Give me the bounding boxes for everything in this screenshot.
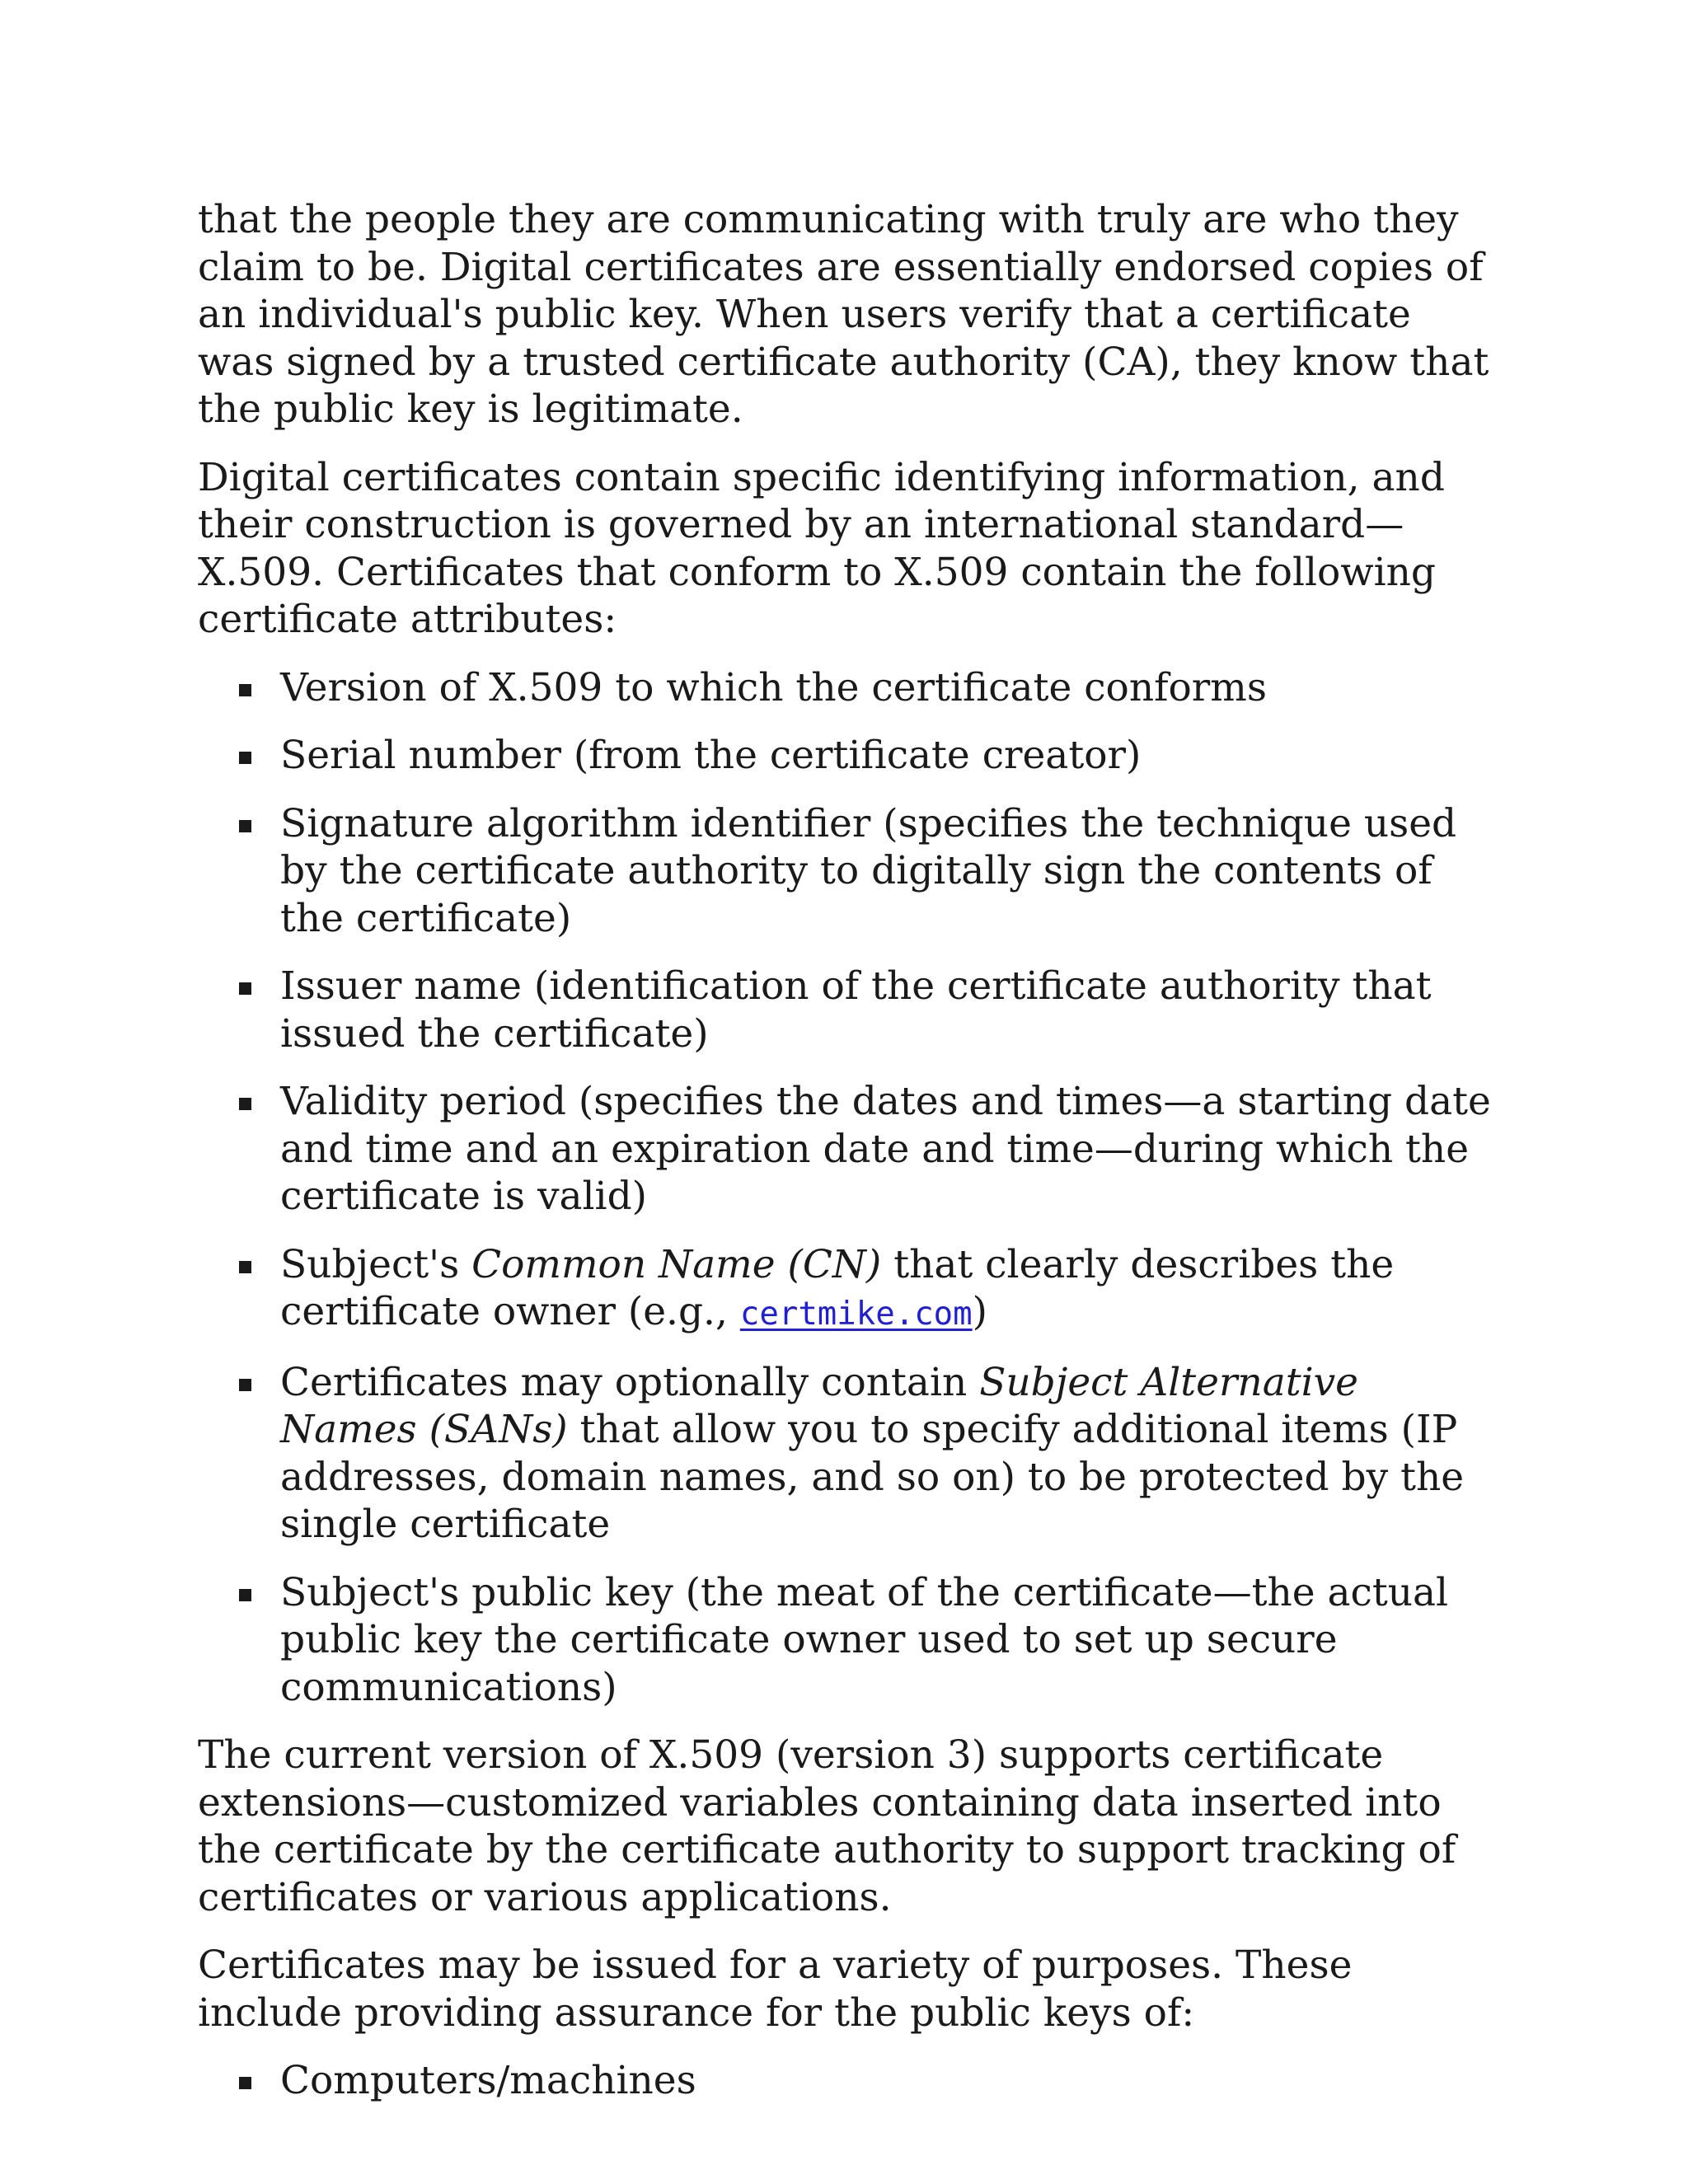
cn-prefix: Subject's xyxy=(280,1241,472,1287)
list-item: Serial number (from the certificate creator) xyxy=(198,732,1496,780)
paragraph-version3: The current version of X.509 (version 3) supports certificate extensions—customized variables containing data inserted into the certificate by the certificate authority to support tracking of certificates or various applications. xyxy=(198,1732,1456,1920)
list-item: Version of X.509 to which the certificate conforms xyxy=(198,664,1496,712)
san-prefix: Certificates may optionally contain xyxy=(280,1359,980,1405)
san-term: Subject Alternative Names (SANs) xyxy=(280,1359,1358,1452)
paragraph-x509: Digital certificates contain specific identifying information, and their construction is governed by an international standard—X.509. Certificates that conform to X.509 contain the following certificate attributes: xyxy=(198,454,1445,642)
list-item: Signature algorithm identifier (specifies the technique used by the certificate authority to digitally sign the contents of the certificate) xyxy=(198,800,1496,943)
list-item: Computers/machines xyxy=(198,2057,1496,2105)
list-item: Issuer name (identification of the certificate authority that issued the certificate) xyxy=(198,963,1496,1057)
cn-suffix: ) xyxy=(972,1289,987,1334)
list-item: Validity period (specifies the dates and times—a starting date and time and an expiration date and time—during which the certificate is valid) xyxy=(198,1078,1496,1221)
list-item xyxy=(198,1241,1496,1338)
paragraph-intro: that the people they are communicating with truly are who they claim to be. Digital certificates are essentially endorsed copies of an individual's public key. When users verify that a certificate was signed by a trusted certificate authority (CA), they know that the public key is legitimate. xyxy=(198,197,1489,432)
document-page xyxy=(198,196,1496,2125)
certificate-attributes-list xyxy=(198,664,1496,1712)
san-suffix: that allow you to specify additional items (IP addresses, domain names, and so on) to be protected by the single certificate xyxy=(280,1407,1465,1547)
certmike-link[interactable]: certmike.com xyxy=(739,1296,973,1333)
cn-middle: that clearly describes the certificate owner (e.g., xyxy=(280,1241,1395,1334)
list-item: Subject's public key (the meat of the certificate—the actual public key the certificate owner used to set up secure communications) xyxy=(198,1569,1496,1712)
paragraph-purposes: Certificates may be issued for a variety of purposes. These include providing assurance for the public keys of: xyxy=(198,1943,1353,2036)
purposes-list xyxy=(198,2057,1496,2105)
list-item xyxy=(198,1359,1496,1549)
cn-term: Common Name (CN) xyxy=(471,1241,882,1287)
